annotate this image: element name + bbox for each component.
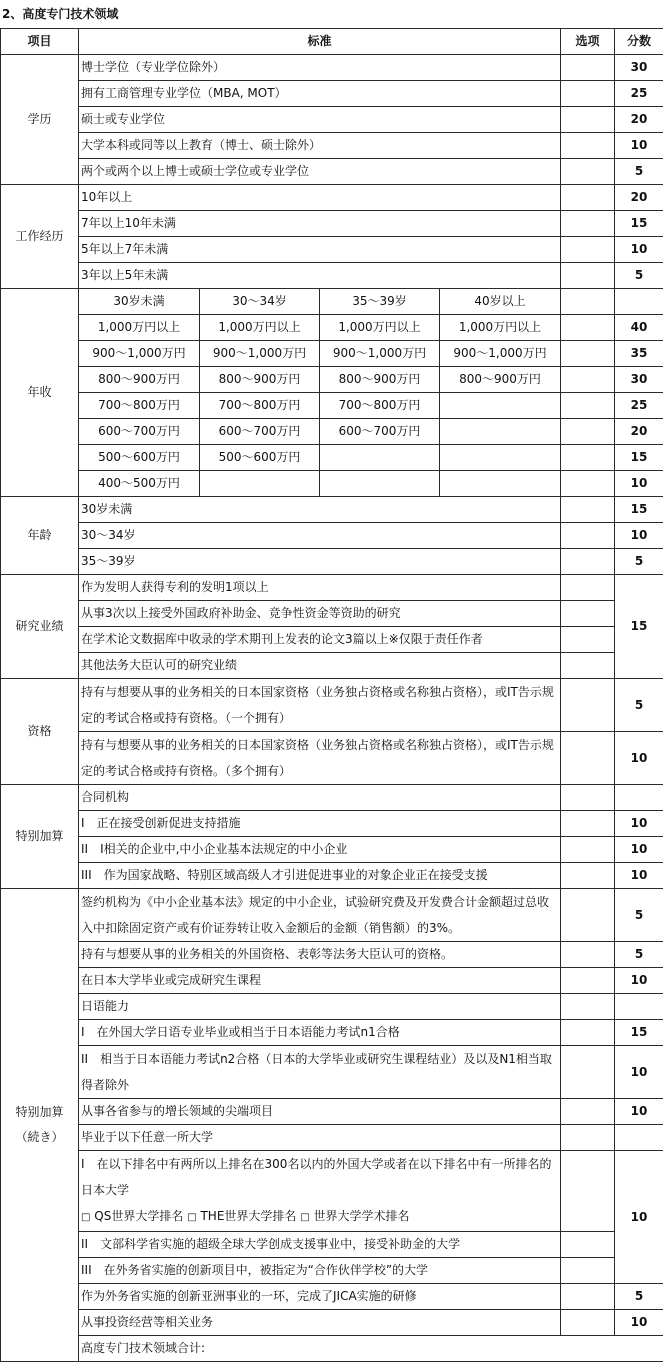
score-cell (615, 289, 663, 315)
score-cell (615, 994, 663, 1020)
option-cell[interactable] (561, 601, 615, 627)
score-cell: 5 (615, 1284, 663, 1310)
option-cell[interactable] (561, 211, 615, 237)
income-cell: 500～600万円 (200, 445, 320, 471)
option-cell[interactable] (561, 653, 615, 679)
table-row (1, 289, 663, 315)
education-label: 学历 (1, 55, 79, 185)
japanese-criterion: II 相当于日本语能力考试n2合格（日本的大学毕业或研究生课程结业）及以及N1相当取得者除外 (79, 1046, 561, 1099)
income-cell: 1,000万円以上 (440, 315, 561, 341)
bonus-cont-label-line2: （続き） (15, 1130, 63, 1144)
score-cell: 5 (615, 549, 663, 575)
score-cell: 40 (615, 315, 663, 341)
option-cell[interactable] (561, 445, 615, 471)
option-cell[interactable] (561, 811, 615, 837)
score-cell: 20 (615, 185, 663, 211)
table-row (1, 1099, 663, 1125)
table-row (1, 367, 663, 393)
income-cell (440, 445, 561, 471)
score-cell: 30 (615, 367, 663, 393)
option-cell[interactable] (561, 627, 615, 653)
rank-the: THE世界大学排名 (200, 1209, 296, 1223)
score-cell: 10 (615, 237, 663, 263)
total-label: 高度专门技术领域合计: (79, 1336, 663, 1362)
option-cell[interactable] (561, 133, 615, 159)
jp-university-criterion: 在日本大学毕业或完成研究生课程 (79, 968, 561, 994)
option-cell[interactable] (561, 1258, 615, 1284)
score-cell: 15 (615, 1020, 663, 1046)
total-row (1, 1336, 663, 1362)
rank-qs: QS世界大学排名 (94, 1209, 183, 1223)
education-criterion: 两个或两个以上博士或硕士学位或专业学位 (79, 159, 561, 185)
income-cell (320, 445, 440, 471)
table-row (1, 55, 663, 81)
japanese-criterion: I 在外国大学日语专业毕业或相当于日本语能力考试n1合格 (79, 1020, 561, 1046)
table-row (1, 315, 663, 341)
option-cell[interactable] (561, 942, 615, 968)
age-criterion: 35～39岁 (79, 549, 561, 575)
table-row (1, 237, 663, 263)
table-row (1, 1284, 663, 1310)
work-criterion: 5年以上7年未满 (79, 237, 561, 263)
table-row (1, 185, 663, 211)
table-row (1, 1232, 663, 1258)
score-cell: 15 (615, 211, 663, 237)
income-cell: 600～700万円 (79, 419, 200, 445)
score-cell: 20 (615, 107, 663, 133)
bonus-criterion: III 作为国家战略、特别区域高级人才引进促进事业的对象企业正在接受支援 (79, 863, 561, 889)
score-cell: 5 (615, 679, 663, 732)
score-cell: 35 (615, 341, 663, 367)
checkbox-icon: □ (300, 1212, 309, 1223)
table-row (1, 393, 663, 419)
table-row (1, 732, 663, 785)
table-row (1, 211, 663, 237)
table-row (1, 471, 663, 497)
income-cell: 800～900万円 (440, 367, 561, 393)
option-cell (561, 289, 615, 315)
bonus-heading: 合同机构 (79, 785, 561, 811)
option-cell[interactable] (561, 1310, 615, 1336)
score-cell: 10 (615, 523, 663, 549)
income-cell: 900～1,000万円 (79, 341, 200, 367)
investment-criterion: 从事投资经营等相关业务 (79, 1310, 561, 1336)
score-cell: 25 (615, 81, 663, 107)
score-cell: 25 (615, 393, 663, 419)
option-cell[interactable] (561, 1099, 615, 1125)
income-cell: 800～900万円 (200, 367, 320, 393)
bonus-criterion: II I相关的企业中,中小企业基本法规定的中小企业 (79, 837, 561, 863)
table-row (1, 419, 663, 445)
income-cell: 900～1,000万円 (440, 341, 561, 367)
option-cell[interactable] (561, 837, 615, 863)
bonus-criterion: I 正在接受创新促进支持措施 (79, 811, 561, 837)
score-cell: 5 (615, 263, 663, 289)
income-cell: 900～1,000万円 (200, 341, 320, 367)
university-rank-text: I 在以下排名中有两所以上排名在300名以内的外国大学或者在以下排名中有一所排名的日本大学 (81, 1157, 551, 1197)
option-cell[interactable] (561, 1046, 615, 1099)
table-row (1, 837, 663, 863)
option-cell (561, 994, 615, 1020)
research-criterion: 作为发明人获得专利的发明1项以上 (79, 575, 561, 601)
score-cell (615, 785, 663, 811)
score-cell: 10 (615, 863, 663, 889)
income-cell: 500～600万円 (79, 445, 200, 471)
score-cell: 10 (615, 837, 663, 863)
research-criterion: 其他法务大臣认可的研究业绩 (79, 653, 561, 679)
income-age-header: 30～34岁 (200, 289, 320, 315)
option-cell[interactable] (561, 393, 615, 419)
table-row (1, 627, 663, 653)
growth-project-criterion: 从事各省参与的增长领域的尖端项目 (79, 1099, 561, 1125)
score-cell: 10 (615, 968, 663, 994)
option-cell[interactable] (561, 367, 615, 393)
option-cell[interactable] (561, 159, 615, 185)
education-criterion: 拥有工商管理专业学位（MBA, MOT） (79, 81, 561, 107)
table-row (1, 1046, 663, 1099)
income-cell (440, 471, 561, 497)
table-row (1, 1310, 663, 1336)
income-cell: 700～800万円 (79, 393, 200, 419)
bonus-cont-label-line1: 特别加算 (15, 1105, 63, 1119)
work-label: 工作经历 (1, 185, 79, 289)
option-cell[interactable] (561, 185, 615, 211)
option-cell[interactable] (561, 1020, 615, 1046)
score-cell: 10 (615, 1151, 663, 1284)
option-cell[interactable] (561, 1232, 615, 1258)
research-label: 研究业绩 (1, 575, 79, 679)
table-row (1, 679, 663, 732)
table-row (1, 785, 663, 811)
income-cell: 700～800万円 (320, 393, 440, 419)
sme-criterion: 签约机构为《中小企业基本法》规定的中小企业，试验研究费及开发费合计金额超过总收入中扣除固定资产或有价证券转让收入金额后的金额（销售额）的3%。 (79, 889, 561, 942)
score-cell: 5 (615, 942, 663, 968)
score-cell: 15 (615, 575, 663, 679)
option-cell[interactable] (561, 107, 615, 133)
table-row (1, 889, 663, 942)
income-cell: 800～900万円 (79, 367, 200, 393)
option-cell[interactable] (561, 1151, 615, 1232)
option-cell (561, 785, 615, 811)
income-cell: 400～500万円 (79, 471, 200, 497)
income-cell (200, 471, 320, 497)
work-criterion: 10年以上 (79, 185, 561, 211)
university-criterion: III 在外务省实施的创新项目中，被指定为“合作伙伴学校”的大学 (79, 1258, 561, 1284)
income-cell (320, 471, 440, 497)
score-cell: 20 (615, 419, 663, 445)
university-criterion: II 文部科学省实施的超级全球大学创成支援事业中，接受补助金的大学 (79, 1232, 561, 1258)
table-row (1, 133, 663, 159)
income-cell (440, 419, 561, 445)
education-criterion: 硕士或专业学位 (79, 107, 561, 133)
option-cell[interactable] (561, 968, 615, 994)
page-title: 2、高度专门技术领域 (0, 0, 663, 28)
work-criterion: 3年以上5年未满 (79, 263, 561, 289)
table-row (1, 81, 663, 107)
checkbox-icon: □ (187, 1212, 196, 1223)
income-cell: 700～800万円 (200, 393, 320, 419)
rank-arwu: 世界大学学术排名 (314, 1209, 410, 1223)
work-criterion: 7年以上10年未满 (79, 211, 561, 237)
score-cell: 10 (615, 1310, 663, 1336)
score-cell: 10 (615, 133, 663, 159)
table-row (1, 1020, 663, 1046)
option-cell[interactable] (561, 419, 615, 445)
table-row (1, 575, 663, 601)
option-cell[interactable] (561, 55, 615, 81)
table-row (1, 601, 663, 627)
option-cell[interactable] (561, 1284, 615, 1310)
table-row (1, 341, 663, 367)
research-criterion: 在学术论文数据库中收录的学术期刊上发表的论文3篇以上※仅限于责任作者 (79, 627, 561, 653)
option-cell (561, 1125, 615, 1151)
income-cell: 600～700万円 (200, 419, 320, 445)
option-cell[interactable] (561, 341, 615, 367)
option-cell[interactable] (561, 575, 615, 601)
university-heading: 毕业于以下任意一所大学 (79, 1125, 561, 1151)
table-row (1, 497, 663, 523)
score-cell: 15 (615, 497, 663, 523)
score-cell: 10 (615, 732, 663, 785)
table-row (1, 107, 663, 133)
option-cell[interactable] (561, 863, 615, 889)
score-cell: 10 (615, 1099, 663, 1125)
income-age-header: 40岁以上 (440, 289, 561, 315)
table-row (1, 863, 663, 889)
score-cell: 5 (615, 889, 663, 942)
option-cell[interactable] (561, 523, 615, 549)
table-row (1, 159, 663, 185)
age-label: 年龄 (1, 497, 79, 575)
score-cell: 5 (615, 159, 663, 185)
jica-criterion: 作为外务省实施的创新亚洲事业的一环，完成了JICA实施的研修 (79, 1284, 561, 1310)
option-cell[interactable] (561, 889, 615, 942)
points-table (0, 28, 663, 1362)
option-cell[interactable] (561, 471, 615, 497)
table-row (1, 263, 663, 289)
research-criterion: 从事3次以上接受外国政府补助金、竞争性资金等资助的研究 (79, 601, 561, 627)
option-cell[interactable] (561, 549, 615, 575)
table-row (1, 549, 663, 575)
header-option: 选项 (561, 29, 615, 55)
foreign-qualification-criterion: 持有与想要从事的业务相关的外国资格、表彰等法务大臣认可的资格。 (79, 942, 561, 968)
income-cell: 1,000万円以上 (320, 315, 440, 341)
table-row (1, 968, 663, 994)
bonus-cont-label (1, 889, 79, 1362)
education-criterion: 博士学位（专业学位除外） (79, 55, 561, 81)
table-header-row (1, 29, 663, 55)
score-cell (615, 1125, 663, 1151)
income-age-header: 35～39岁 (320, 289, 440, 315)
income-cell: 900～1,000万円 (320, 341, 440, 367)
score-cell: 10 (615, 811, 663, 837)
table-row (1, 942, 663, 968)
education-criterion: 大学本科或同等以上教育（博士、硕士除外） (79, 133, 561, 159)
table-row (1, 811, 663, 837)
option-cell[interactable] (561, 315, 615, 341)
qualification-label: 资格 (1, 679, 79, 785)
table-row (1, 445, 663, 471)
table-row (1, 653, 663, 679)
header-item: 项目 (1, 29, 79, 55)
table-row (1, 1151, 663, 1232)
qualification-criterion: 持有与想要从事的业务相关的日本国家资格（业务独占资格或名称独占资格），或IT告示规定的考试合格或持有资格。（多个拥有） (79, 732, 561, 785)
score-cell: 10 (615, 1046, 663, 1099)
header-standard: 标准 (79, 29, 561, 55)
income-cell: 600～700万円 (320, 419, 440, 445)
income-cell (440, 393, 561, 419)
income-age-header: 30岁未满 (79, 289, 200, 315)
table-row (1, 1258, 663, 1284)
score-cell: 10 (615, 471, 663, 497)
score-cell: 15 (615, 445, 663, 471)
income-cell: 1,000万円以上 (79, 315, 200, 341)
table-row (1, 1125, 663, 1151)
age-criterion: 30～34岁 (79, 523, 561, 549)
score-cell: 30 (615, 55, 663, 81)
header-score: 分数 (615, 29, 663, 55)
bonus-label: 特别加算 (1, 785, 79, 889)
university-criterion (79, 1151, 561, 1232)
income-cell: 800～900万円 (320, 367, 440, 393)
option-cell[interactable] (561, 237, 615, 263)
option-cell[interactable] (561, 263, 615, 289)
option-cell[interactable] (561, 679, 615, 732)
japanese-heading: 日语能力 (79, 994, 561, 1020)
income-cell: 1,000万円以上 (200, 315, 320, 341)
option-cell[interactable] (561, 732, 615, 785)
table-row (1, 994, 663, 1020)
option-cell[interactable] (561, 497, 615, 523)
table-row (1, 523, 663, 549)
age-criterion: 30岁未满 (79, 497, 561, 523)
option-cell[interactable] (561, 81, 615, 107)
qualification-criterion: 持有与想要从事的业务相关的日本国家资格（业务独占资格或名称独占资格），或IT告示规定的考试合格或持有资格。（一个拥有） (79, 679, 561, 732)
income-label: 年收 (1, 289, 79, 497)
checkbox-icon: □ (81, 1212, 90, 1223)
